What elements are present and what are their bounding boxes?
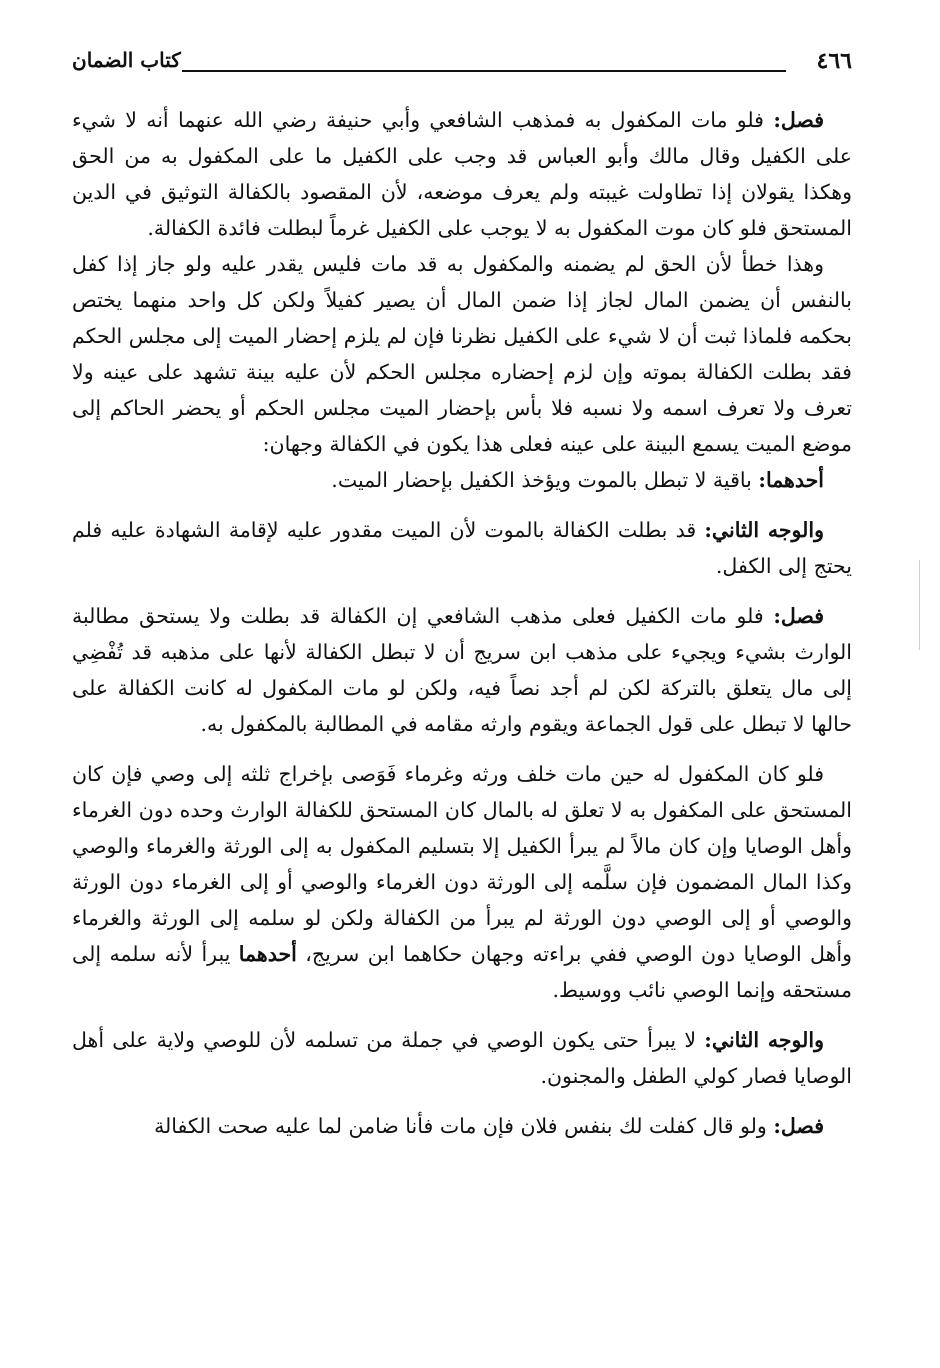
margin-line [919, 560, 920, 650]
paragraph-text: وهذا خطأ لأن الحق لم يضمنه والمكفول به قد مات فليس يقدر عليه ولو جاز إذا كفل بالنفس أن يضمن المال لجاز إذا ضمن المال أن يصير كفيلاً ولكن كل واحد منهما يختص بحكمه فلماذا ثبت أن لا شيء على الكفيل نظرنا فإن لم يلزم إحضار الميت إلى مجلس الحكم فقد بطلت الكفالة بموته وإن لزم إحضاره مجلس الحكم لأن عليه بينة تشهد على عينه ولا تعرف ولا تعرف اسمه ولا نسبه فلا بأس بإحضار الميت مجلس الحكم أو يحضر الحاكم إلى موضع الميت يسمع البينة على عينه فعلى هذا يكون في الكفالة وجهان: [72, 252, 852, 456]
paragraph-text: فلو كان المكفول له حين مات خلف ورثه وغرماء فَوَصى بإخراج ثلثه إلى وصي فإن كان المستحق على المكفول به لا تعلق له بالمال كان المستحق للكفالة الوارث وحده دون الغرماء وأهل الوصايا وإن كان مالاً لم يبرأ الكفيل إلا بتسليم المكفول به إلى الورثة والغرماء والوصي وكذا المال المضمون فإن سلَّمه إلى الورثة دون الغرماء والوصي أو إلى الغرماء دون الورثة والوصي أو إلى الوصي دون الورثة لم يبرأ من الكفالة ولكن لو سلمه إلى الورثة والغرماء وأهل الوصايا دون الوصي ففي براءته وجهان حكاهما ابن سريج، [72, 762, 852, 966]
paragraph-text: فلو مات الكفيل فعلى مذهب الشافعي إن الكفالة قد بطلت ولا يستحق مطالبة الوارث بشيء ويجيء على مذهب ابن سريج أن لا تبطل الكفالة لأنها على مذهبه قد تُفْضِي إلى مال يتعلق بالتركة لكن لم أجد نصاً فيه، ولكن لو مات المكفول له كانت الكفالة على حالها لا تبطل على قول الجماعة ويقوم وارثه مقامه في المطالبة بالمكفول به. [72, 604, 853, 736]
paragraph-lead: فصل: [773, 108, 824, 132]
paragraph-text-tail: يبرأ لأنه سلمه إلى مستحقه وإنما الوصي نائب ووسيط. [72, 942, 852, 1002]
paragraph-inline-bold: أحدهما [238, 942, 297, 966]
paragraph-text: فلو مات المكفول به فمذهب الشافعي وأبي حنيفة رضي الله عنهما أنه لا شيء على الكفيل وقال مالك وأبو العباس قد وجب على الكفيل ما على المكفول به من الحق وهكذا يقولان إذا تطاولت غيبته ولم يعرف موضعه، لأن المقصود بالكفالة التوثيق في الدين المستحق فلو كان موت المكفول به لا يوجب على الكفيل غرماً لبطلت فائدة الكفالة. [72, 108, 852, 240]
paragraph-lead: فصل: [773, 1114, 824, 1138]
page-number: ٤٦٦ [816, 48, 852, 74]
header-rule [182, 70, 786, 72]
document-page [72, 40, 852, 1144]
body-text [72, 102, 852, 1144]
paragraph-2 [72, 246, 852, 462]
paragraph-lead: والوجه الثاني: [704, 1028, 824, 1052]
paragraph-6 [72, 756, 852, 1008]
paragraph-text: لا يبرأ حتى يكون الوصي في جملة من تسلمه لأن للوصي ولاية على أهل الوصايا فصار كولي الطفل والمجنون. [72, 1028, 852, 1088]
paragraph-1 [72, 102, 852, 246]
paragraph-lead: والوجه الثاني: [704, 518, 824, 542]
paragraph-text: قد بطلت الكفالة بالموت لأن الميت مقدور عليه لإقامة الشهادة عليه فلم يحتج إلى الكفل. [72, 518, 852, 578]
paragraph-4 [72, 512, 852, 584]
paragraph-7 [72, 1022, 852, 1094]
paragraph-lead: فصل: [773, 604, 824, 628]
paragraph-text: ولو قال كفلت لك بنفس فلان فإن مات فأنا ضامن لما عليه صحت الكفالة [154, 1114, 767, 1138]
paragraph-text: باقية لا تبطل بالموت ويؤخذ الكفيل بإحضار الميت. [331, 468, 752, 492]
paragraph-8 [72, 1108, 852, 1144]
book-title: كتاب الضمان [72, 48, 181, 72]
page-header [72, 40, 852, 80]
paragraph-5 [72, 598, 852, 742]
paragraph-lead: أحدهما: [758, 468, 824, 492]
paragraph-3 [72, 462, 852, 498]
